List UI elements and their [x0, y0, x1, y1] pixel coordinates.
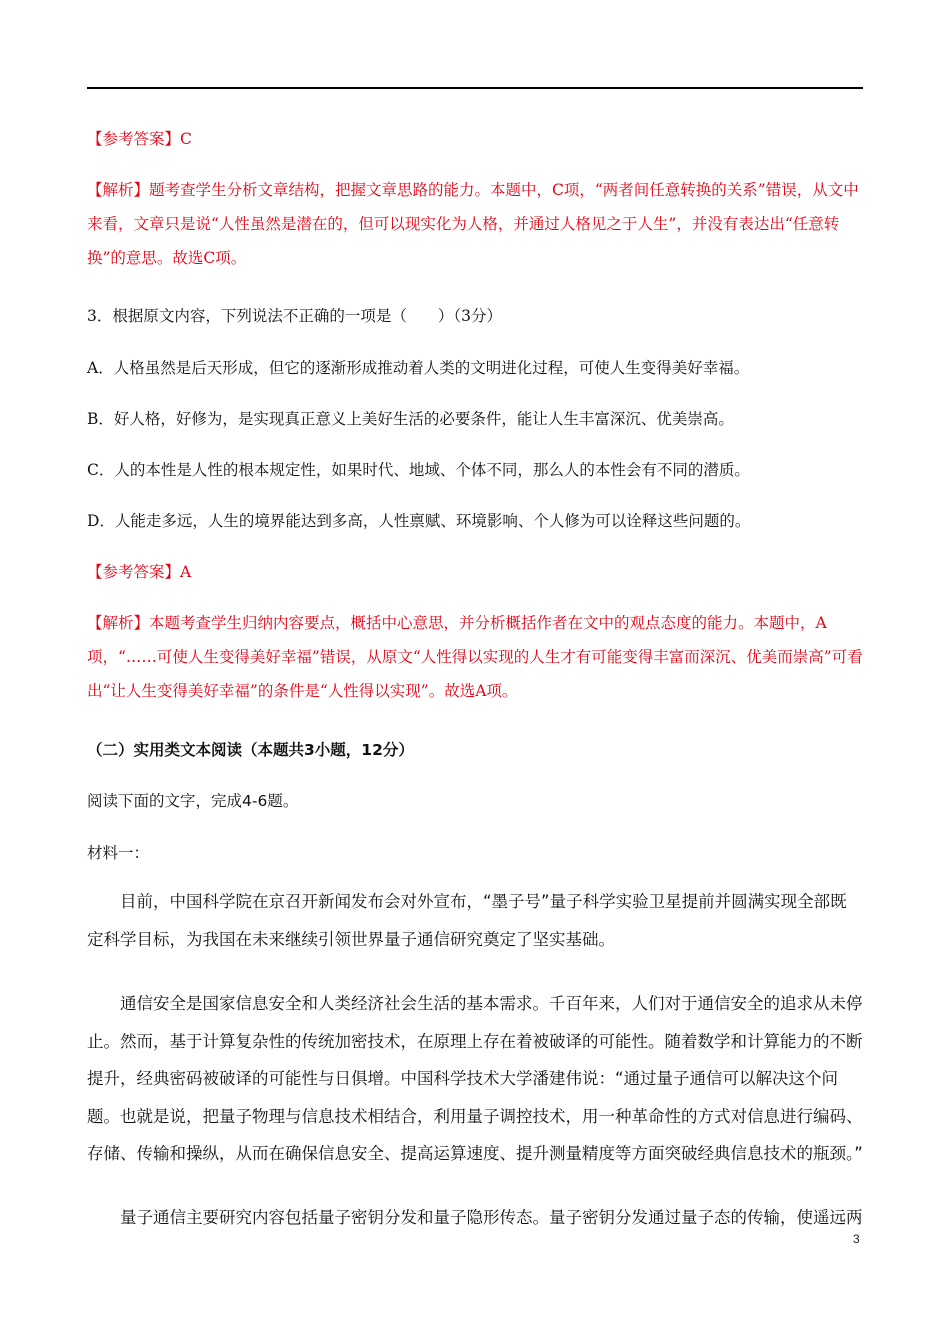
section-instruction: 阅读下面的文字，完成4-6题。 — [87, 792, 299, 810]
q3-option-b: B．好人格，好修为，是实现真正意义上美好生活的必要条件，能让人生丰富深沉、优美崇高。 — [87, 410, 734, 428]
q3-option-d: D．人能走多远，人生的境界能达到多高，人性禀赋、环境影响、个人修为可以诠释这些问题的。 — [87, 512, 751, 530]
material-paragraph-1: 目前，中国科学院在京召开新闻发布会对外宣布，“墨子号”量子科学实验卫星提前并圆满实现全部既定科学目标，为我国在未来继续引领世界量子通信研究奠定了坚实基础。 — [87, 892, 847, 949]
header-rule — [87, 87, 863, 89]
material-paragraph-3: 量子通信主要研究内容包括量子密钥分发和量子隐形传态。量子密钥分发通过量子态的传输，使遥远两 — [120, 1208, 863, 1227]
material-paragraph-2: 通信安全是国家信息安全和人类经济社会生活的基本需求。千百年来，人们对于通信安全的追求从未停止。然而，基于计算复杂性的传统加密技术，在原理上存在着被破译的可能性。随着数学和计算能力的不断提升，经典密码被破译的可能性与日俱增。中国科学技术大学潘建伟说：“通过量子通信可以解决这个问题。也就是说，把量子物理与信息技术相结合，利用量子调控技术，用一种革命性的方式对信息进行编码、存储、传输和操纵，从而在确保信息安全、提高运算速度、提升测量精度等方面突破经典信息技术的瓶颈。” — [87, 994, 863, 1163]
q2-answer: 【参考答案】C — [87, 130, 192, 148]
q3-answer: 【参考答案】A — [87, 563, 192, 581]
q3-option-a: A．人格虽然是后天形成，但它的逐渐形成推动着人类的文明进化过程，可使人生变得美好幸福。 — [87, 359, 750, 377]
q3-analysis: 【解析】本题考查学生归纳内容要点，概括中心意思，并分析概括作者在文中的观点态度的能力。本题中，A项，“……可使人生变得美好幸福”错误，从原文“人性得以实现的人生才有可能变得丰富而深沉、优美而崇高”可看出“让人生变得美好幸福”的条件是“人性得以实现”。故选A项。 — [87, 614, 863, 700]
section-heading: （二）实用类文本阅读（本题共3小题，12分） — [87, 741, 414, 759]
q2-analysis: 【解析】题考查学生分析文章结构，把握文章思路的能力。本题中，C项，“两者间任意转换的关系”错误，从文中来看，文章只是说“人性虽然是潜在的，但可以现实化为人格，并通过人格见之于人生”，并没有表达出“任意转换”的意思。故选C项。 — [87, 181, 859, 267]
q3-option-c: C．人的本性是人性的根本规定性，如果时代、地域、个体不同，那么人的本性会有不同的潜质。 — [87, 461, 750, 479]
material-label: 材料一： — [87, 844, 150, 862]
page-number: 3 — [853, 1232, 860, 1246]
q3-stem: 3．根据原文内容，下列说法不正确的一项是（ ）（3分） — [87, 307, 502, 325]
